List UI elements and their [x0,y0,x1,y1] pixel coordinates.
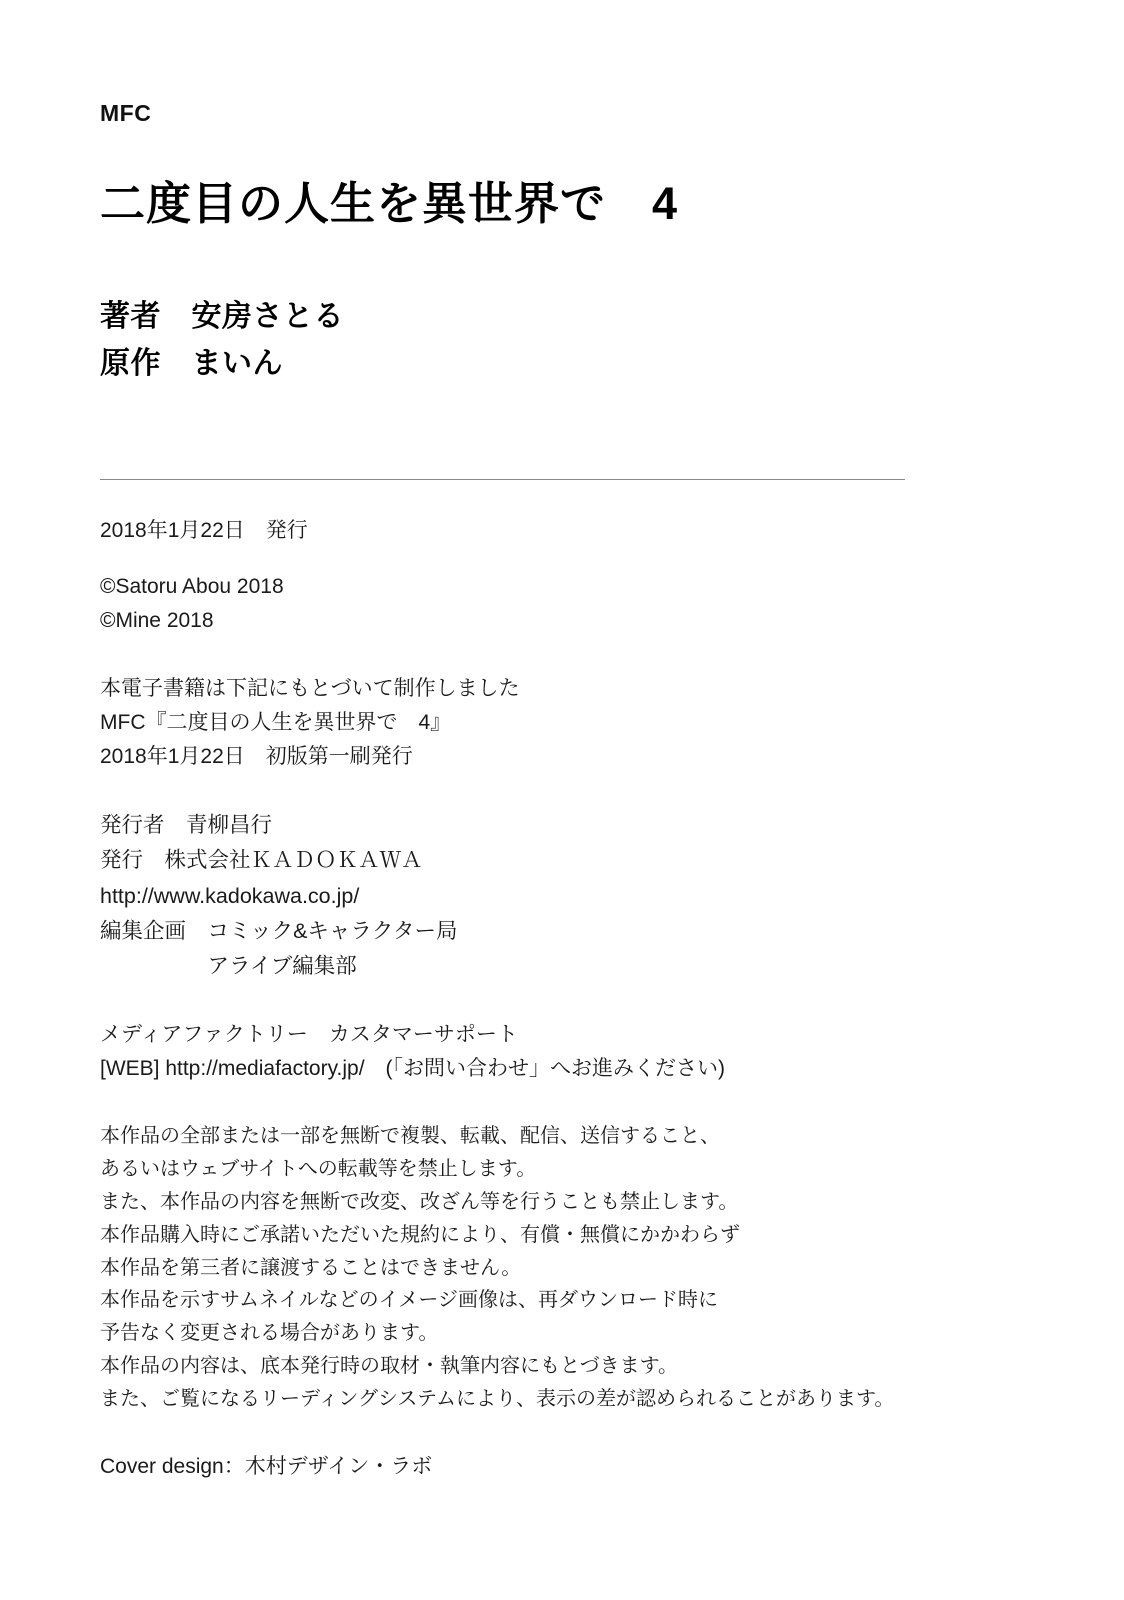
imprint-label: MFC [100,100,152,126]
legal-notice-line: 予告なく変更される場合があります。 [100,1322,439,1345]
publish-date: 2018年1月22日 発行 [100,519,308,542]
colophon-content [100,0,1005,1484]
publish-date-block [100,514,1005,548]
publisher-url[interactable]: http://www.kadokawa.co.jp/ [100,883,360,908]
copyright-original: ©Mine 2018 [100,609,214,633]
source-note-line-2: MFC『二度目の人生を異世界で 4』 [100,711,452,735]
publisher-department: 編集企画 コミック&キャラクター局 [100,918,458,943]
legal-notice-line: また、ご覧になるリーディングシステムにより、表示の差が認められることがあります。 [100,1387,895,1410]
legal-notice-block [100,1120,1005,1415]
support-title: メディアファクトリー カスタマーサポート [100,1023,518,1047]
divider [100,479,905,480]
legal-notice-line: 本作品を第三者に譲渡することはできません。 [100,1256,522,1279]
credit-original-work: 原作 まいん [100,346,283,380]
support-block [100,1018,1005,1086]
publisher-person: 発行者 青柳昌行 [100,813,273,838]
copyright-block [100,570,1005,638]
legal-notice-line: 本作品の全部または一部を無断で複製、転載、配信、送信すること、 [100,1125,720,1148]
support-web[interactable]: [WEB] http://mediafactory.jp/ (「お問い合わせ」へお進みください) [100,1057,726,1081]
legal-notice-line: 本作品の内容は、底本発行時の取材・執筆内容にもとづきます。 [100,1354,678,1377]
publisher-block [100,808,1005,984]
legal-notice-line: 本作品を示すサムネイルなどのイメージ画像は、再ダウンロード時に [100,1289,718,1312]
legal-notice-line: あるいはウェブサイトへの転載等を禁止します。 [100,1158,537,1181]
credit-author: 著者 安房さとる [100,300,344,333]
source-note-block [100,672,1005,774]
publisher-division: アライブ編集部 [100,954,357,979]
page-title: 二度目の人生を異世界で 4 [100,178,679,229]
cover-design-block [100,1450,1005,1484]
source-note-line-1: 本電子書籍は下記にもとづいて制作しました [100,677,520,701]
publisher-company: 発行 株式会社ＫＡＤＯＫＡＷＡ [100,848,423,873]
legal-notice-line: 本作品購入時にご承諾いただいた規約により、有償・無償にかかわらず [100,1223,740,1246]
source-note-line-3: 2018年1月22日 初版第一刷発行 [100,745,413,769]
legal-notice-line: また、本作品の内容を無断で改変、改ざん等を行うことも禁止します。 [100,1190,739,1213]
credits-block [100,294,1005,387]
copyright-author: ©Satoru Abou 2018 [100,575,284,599]
cover-design: Cover design：木村デザイン・ラボ [100,1454,433,1478]
